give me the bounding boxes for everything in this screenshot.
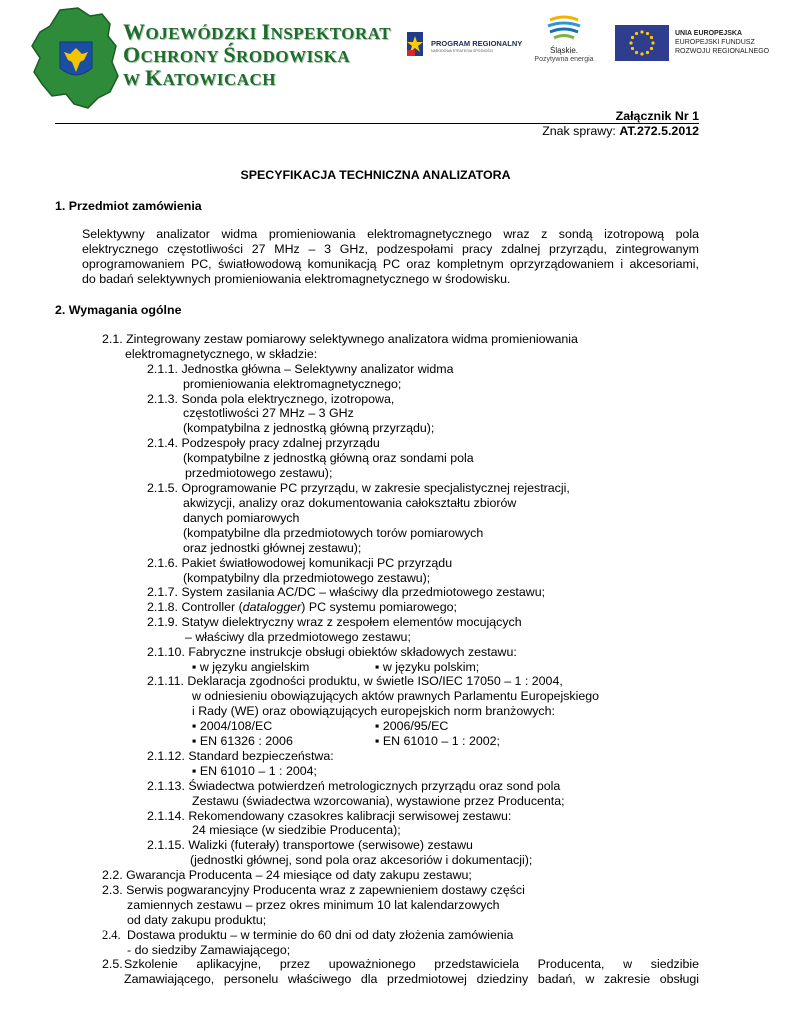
slaskie-logo: [528, 14, 600, 68]
section-1-heading: 1. Przedmiot zamówienia: [55, 199, 202, 213]
list-item: 2.1.9. Statyw dielektryczny wraz z zespołem elementów mocujących: [147, 615, 522, 629]
list-item: 2.1.10. Fabryczne instrukcje obsługi obiektów składowych zestawu:: [147, 645, 517, 659]
list-item: częstotliwości 27 MHz – 3 GHz: [183, 406, 354, 420]
slaskie-tagline: Pozytywna energia: [534, 56, 594, 63]
list-item: 2.1. Zintegrowany zestaw pomiarowy selektywnego analizatora widma promieniowania: [102, 332, 578, 346]
list-item: 2.1.5. Oprogramowanie PC przyrządu, w zakresie specjalistycznej rejestracji,: [147, 481, 570, 495]
document-title: SPECYFIKACJA TECHNICZNA ANALIZATORA: [240, 168, 511, 182]
list-item: Dostawa produktu – w terminie do 60 dni od daty złożenia zamówienia: [127, 928, 514, 942]
list-item: elektromagnetycznego, w składzie:: [125, 347, 318, 361]
institution-line-2: OCHRONY ŚRODOWISKA: [123, 42, 351, 67]
list-item: 2.1.8. Controller (datalogger) PC systemu pomiarowego;: [147, 600, 457, 614]
eu-flag-icon: [615, 25, 669, 61]
list-item: ▪ w języku angielskim: [192, 660, 310, 674]
list-item: 24 miesiące (w siedzibie Producenta);: [192, 823, 401, 837]
program-regionalny-logo: [405, 30, 523, 60]
list-item: ▪ w języku polskim;: [375, 660, 480, 674]
list-item: ▪ 2004/108/EC: [192, 719, 273, 733]
annex-label: Załącznik Nr 1: [615, 109, 699, 123]
list-item: (kompatybilne dla przedmiotowych torów pomiarowych: [183, 526, 484, 540]
list-item: ▪ EN 61010 – 1 : 2002;: [375, 734, 500, 748]
list-item: (kompatybilne z jednostką główną oraz sondami pola: [183, 451, 474, 465]
list-item: Zamawiającego, personelu właściwego dla przedmiotowej dziedziny badań, w zakresie obsługi: [124, 972, 699, 986]
list-number: 2.4.: [102, 928, 121, 942]
eu-logo: [615, 25, 770, 61]
list-item: 2.1.13. Świadectwa potwierdzeń metrologicznych przyrządu oraz sond pola: [147, 779, 561, 793]
list-item: 2.1.6. Pakiet światłowodowej komunikacji PC przyrządu: [147, 556, 453, 570]
list-item: ▪ EN 61326 : 2006: [192, 734, 293, 748]
list-item: 2.3. Serwis pogwarancyjny Producenta wraz z zapewnieniem dostawy części: [102, 883, 525, 897]
list-item: oraz jednostki głównej zestawu);: [183, 541, 362, 555]
institution-line-3: W KATOWICACH: [123, 65, 277, 90]
list-item: 2.1.3. Sonda pola elektrycznego, izotropowa,: [147, 392, 395, 406]
list-item: 2.1.12. Standard bezpieczeństwa:: [147, 749, 334, 763]
list-item: – właściwy dla przedmiotowego zestawu;: [185, 630, 411, 644]
slaskie-name: Śląskie.: [549, 46, 578, 55]
program-regionalny-title: PROGRAM REGIONALNY: [431, 39, 523, 48]
case-number: Znak sprawy: AT.272.5.2012: [542, 124, 699, 138]
list-item: od daty zakupu produktu;: [127, 913, 267, 927]
list-item: akwizycji, analizy oraz dokumentowania całokształtu zbiorów: [183, 496, 517, 510]
list-item: Szkolenie aplikacyjne, przez upoważnionego przedstawiciela Producenta, w siedzibie: [124, 957, 699, 971]
voivodeship-map-logo: [30, 6, 122, 110]
section-2-heading: 2. Wymagania ogólne: [55, 303, 182, 317]
list-item: 2.1.11. Deklaracja zgodności produktu, w świetle ISO/IEC 17050 – 1 : 2004,: [147, 674, 563, 688]
list-item: 2.1.1. Jednostka główna – Selektywny analizator widma: [147, 362, 454, 376]
list-item: promieniowania elektromagnetycznego;: [183, 377, 402, 391]
list-item: ▪ EN 61010 – 1 : 2004;: [192, 764, 317, 778]
list-item: (jednostki głównej, sond pola oraz akcesoriów i dokumentacji);: [190, 853, 533, 867]
eu-line-1: UNIA EUROPEJSKA: [675, 30, 743, 37]
list-item: i Rady (WE) oraz obowiązujących europejskich norm branżowych:: [192, 704, 555, 718]
list-item: Zestawu (świadectwa wzorcowania), wystawione przez Producenta;: [192, 794, 565, 808]
list-item: zamiennych zestawu – przez okres minimum 10 lat kalendarzowych: [127, 898, 500, 912]
list-item: 2.2. Gwarancja Producenta – 24 miesiące od daty zakupu zestawu;: [102, 868, 472, 882]
list-item: 2.1.14. Rekomendowany czasokres kalibracji serwisowej zestawu:: [147, 809, 512, 823]
program-regionalny-subtitle: NARODOWA STRATEGIA SPÓJNOŚCI: [431, 49, 494, 53]
slaskie-wave-icon: [546, 14, 582, 44]
eu-line-3: ROZWOJU REGIONALNEGO: [675, 48, 770, 55]
list-item: 2.1.7. System zasilania AC/DC – właściwy dla przedmiotowego zestawu;: [147, 585, 546, 599]
list-item: (kompatybilna z jednostką główną przyrządu);: [183, 421, 435, 435]
list-item: danych pomiarowych: [183, 511, 300, 525]
list-item: 2.1.15. Walizki (futerały) transportowe (serwisowe) zestawu: [147, 838, 473, 852]
list-item: w odniesieniu obowiązujących aktów prawnych Parlamentu Europejskiego: [192, 689, 600, 703]
list-item: - do siedziby Zamawiającego;: [127, 943, 291, 957]
list-item: przedmiotowego zestawu);: [185, 466, 333, 480]
list-number: 2.5.: [102, 957, 123, 971]
eu-line-2: EUROPEJSKI FUNDUSZ: [675, 39, 755, 46]
program-regionalny-icon: [405, 30, 425, 58]
list-item: ▪ 2006/95/EC: [375, 719, 449, 733]
list-item: (kompatybilny dla przedmiotowego zestawu);: [183, 571, 431, 585]
institution-line-1: WOJEWÓDZKI INSPEKTORAT: [123, 19, 392, 44]
list-item: 2.1.4. Podzespoły pracy zdalnej przyrządu: [147, 436, 380, 450]
